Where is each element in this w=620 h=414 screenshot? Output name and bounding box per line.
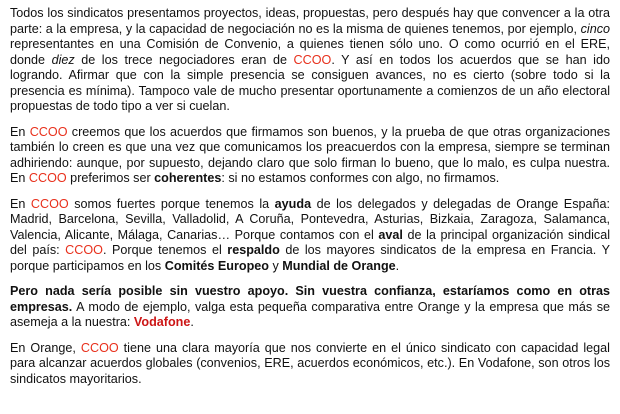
- bold-support-statement: Pero nada sería posible sin vuestro apoyo. Sin vuestra confianza, estaríamos como en otras empresas.: [10, 284, 610, 314]
- text-run: .: [190, 315, 194, 329]
- text-run: A modo de ejemplo, valga esta pequeña comparativa entre Orange y la empresa que más se asemeja a la nuestra:: [10, 299, 610, 329]
- emphasis-cinco: cinco: [580, 21, 610, 36]
- ccoo-mention: CCOO: [28, 171, 67, 185]
- ccoo-mention: CCOO: [29, 124, 68, 139]
- text-run: de los mayores sindicatos de la empresa en Francia. Y porque participamos en los: [10, 243, 610, 273]
- ccoo-mention: CCOO: [293, 52, 332, 67]
- text-run: de la principal organización sindical del país:: [10, 227, 610, 257]
- text-run: preferimos ser: [66, 171, 155, 185]
- bold-ayuda: ayuda: [274, 196, 312, 211]
- emphasis-diez: diez: [51, 52, 75, 67]
- text-run: Todos los sindicatos presentamos proyectos, ideas, propuestas, pero después hay que convencer a la otra parte: a la empresa, y la capacidad de negociación no es la misma de quienes tenemos, por ejemplo,: [10, 6, 610, 36]
- ccoo-mention: CCOO: [30, 196, 69, 211]
- bold-comites-europeo: Comités Europeo: [164, 258, 269, 273]
- text-run: somos fuertes porque tenemos la: [68, 196, 275, 211]
- bold-respaldo: respaldo: [227, 243, 280, 257]
- text-run: : si no estamos conformes con algo, no firmamos.: [221, 171, 500, 185]
- paragraph-support: [10, 284, 610, 331]
- text-run: de los trece negociadores eran de: [74, 52, 294, 67]
- text-run: En: [10, 196, 31, 211]
- paragraph-strength: [10, 197, 610, 275]
- text-run: de los delegados y delegadas de Orange España: Madrid, Barcelona, Sevilla, Valladolid, A Coruña, Pontevedra, Asturias, Bizkaia, Zaragoza, Salamanca, Valencia, Alicante, Málaga, Canarias… Porque contamos con el: [10, 196, 611, 242]
- text-run: creemos que los acuerdos que firmamos son buenos, y la prueba de que otras organizaciones también lo creen es que una vez que comunicamos los preacuerdos con la empresa, siempre se terminan adhiriendo: aunque, por supuesto, dejando claro que solo firman lo bueno, que lo malo, es culpa nuestra. En: [10, 124, 610, 185]
- ccoo-mention: CCOO: [80, 340, 119, 355]
- bold-mundial-orange: Mundial de Orange: [282, 258, 396, 273]
- text-run: representantes en una Comisión de Convenio, a quienes tienen sólo uno. O como ocurrió en el ERE, donde: [10, 37, 610, 67]
- text-run: .: [395, 258, 400, 273]
- paragraph-negotiation: [10, 6, 610, 115]
- bold-coherentes: coherentes: [154, 171, 222, 185]
- text-run: tiene una clara mayoría que nos convierte en el único sindicato con capacidad legal para alcanzar acuerdos globales (convenios, ERE, acuerdos económicos, etc.). En Vodafone, son otros los sindicatos mayoritarios.: [10, 340, 610, 386]
- ccoo-mention: CCOO: [65, 243, 103, 257]
- text-run: En Orange,: [10, 340, 81, 355]
- vodafone-mention: Vodafone: [133, 315, 191, 329]
- text-run: . Y así en todos los acuerdos que se han ido logrando. Afirmar que con la simple presencia se consiguen avances, no es cierto (sobre todo si la presencia es mínima). Tampoco vale de mucho presentar oportunamente a comienzos de un año electoral propuestas de todo tipo a ver si cuelan.: [10, 52, 610, 113]
- bold-aval: aval: [378, 227, 403, 242]
- paragraph-majority: [10, 341, 610, 388]
- paragraph-agreements: [10, 125, 610, 187]
- text-run: y: [268, 258, 283, 273]
- text-run: . Porque tenemos el: [102, 243, 228, 257]
- text-run: En: [10, 124, 30, 139]
